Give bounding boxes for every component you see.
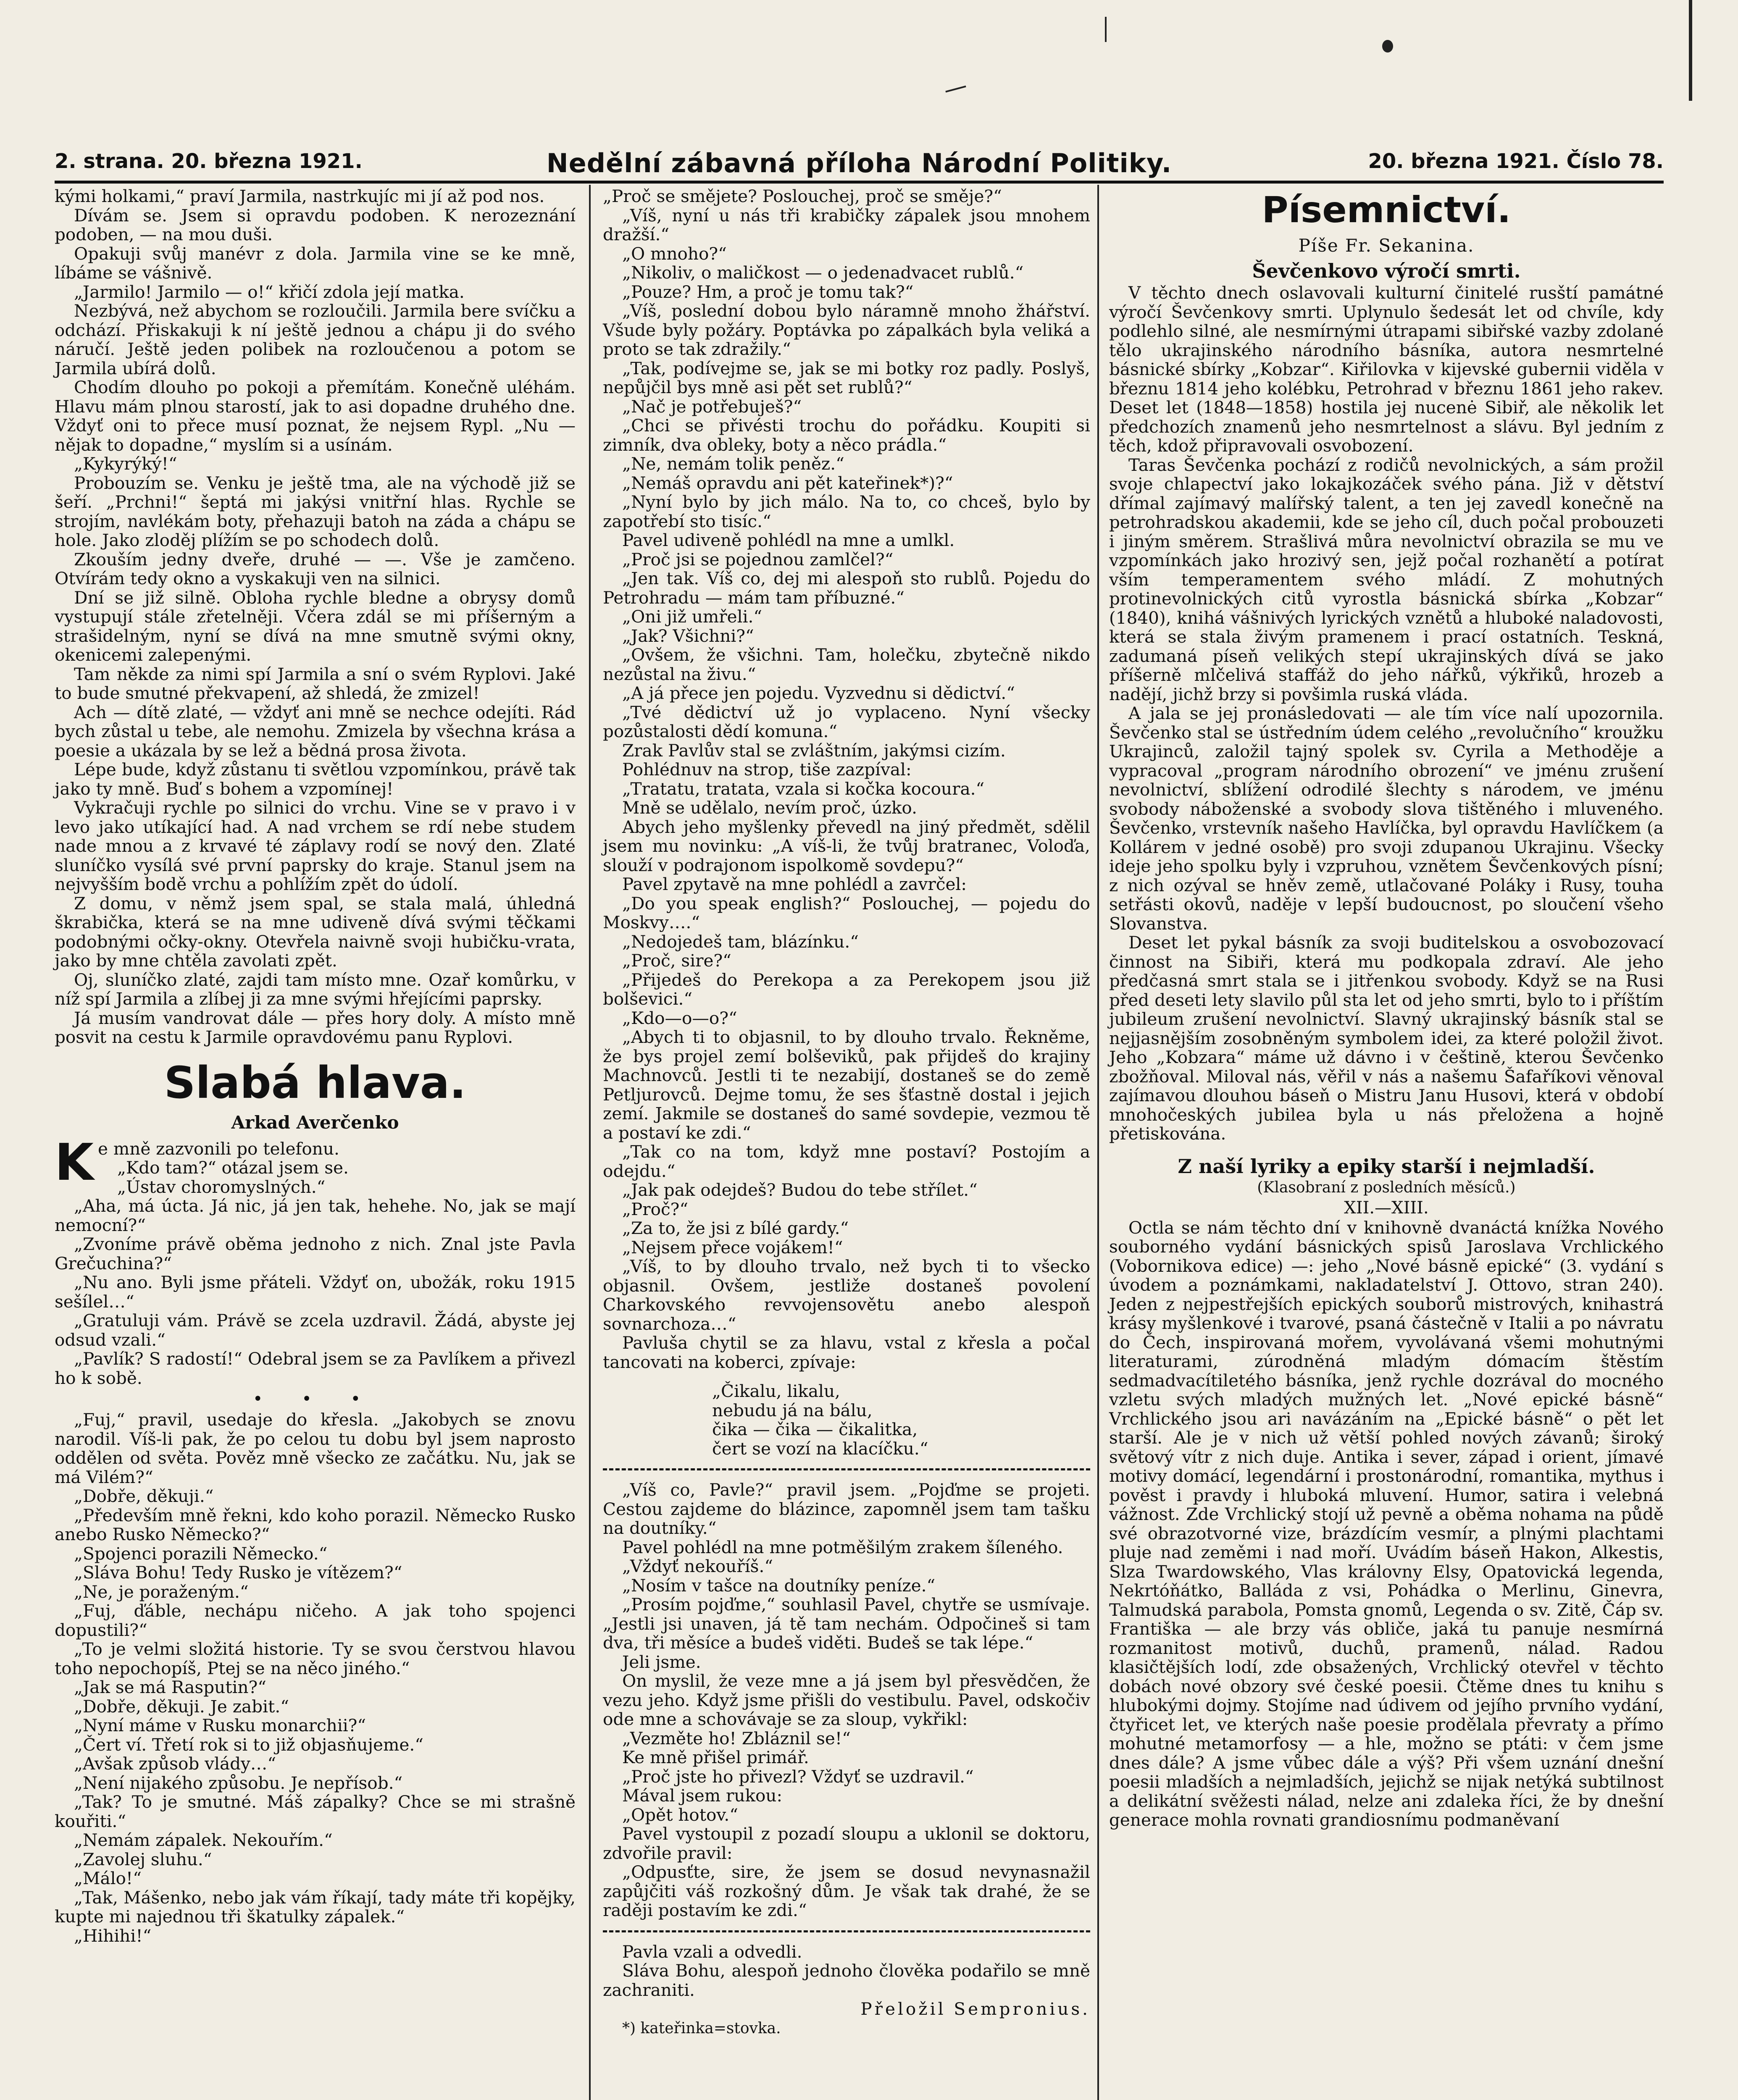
- paragraph: „Dobře, děkuji. Je zabit.“: [74, 1696, 289, 1717]
- section-byline: Píše Fr. Sekanina.: [1298, 235, 1475, 256]
- verse-line: čika — čika — čikalitka,: [712, 1419, 918, 1439]
- article-number: XII.—XIII.: [1344, 1198, 1429, 1218]
- paragraph: Zrak Pavlův stal se zvláštním, jakýmsi cizím.: [622, 740, 1006, 761]
- paragraph: „Nikoliv, o maličkost — o jedenadvacet rublů.“: [622, 262, 1024, 283]
- paragraph: „Proč jste ho přivezl? Vždyť se uzdravil.“: [622, 1766, 974, 1787]
- header-date-left: 2. strana. 20. března 1921.: [55, 150, 363, 173]
- footnote: *) kateřinka=stovka.: [622, 2019, 781, 2037]
- paragraph: „Nemám zápalek. Nekouřím.“: [74, 1830, 333, 1850]
- paragraph: „Tak, Mášenko, nebo jak vám říkají, tady máte tři kopějky, kupte mi najednou tři škatulky zápalek.“: [55, 1887, 576, 1927]
- paragraph: Oj, sluníčko zlaté, zajdi tam místo mne. Ozař komůrku, v níž spí Jarmila a zlíbej ji za mne svými hřejícími paprsky.: [55, 969, 576, 1009]
- column-1: [55, 187, 576, 1945]
- paragraph: „Nejsem přece vojákem!“: [622, 1237, 843, 1257]
- header-rule: [55, 181, 1664, 184]
- paragraph: „Kdo—o—o?“: [622, 1008, 737, 1028]
- paragraph: „Za to, že jsi z bílé gardy.“: [622, 1218, 849, 1238]
- translator-signature: Přeložil Sempronius.: [860, 1999, 1090, 2019]
- article-subtitle: (Klasobraní z posledních měsíců.): [1257, 1179, 1516, 1196]
- paragraph: „Avšak způsob vlády…“: [74, 1754, 276, 1774]
- paragraph: „Tratatu, tratata, vzala si kočka kocoura.“: [622, 778, 985, 799]
- paragraph: „Hihihi!“: [74, 1925, 152, 1946]
- paragraph: „Pavlík? S radostí!“ Odebral jsem se za Pavlíkem a přivezl ho k sobě.: [55, 1349, 576, 1388]
- verse-line: nebudu já na bálu,: [712, 1400, 873, 1420]
- paragraph: Dní se již silně. Obloha rychle bledne a obrysy domů vystupují stále zřetelněji. Včera zdál se mi příšerným a strašidelným, nyní se dívá na mne smutně svými okny, okenicemi zalepenými.: [55, 587, 576, 665]
- paragraph: On myslil, že veze mne a já jsem byl přesvědčen, že vezu jeho. Když jsme přišli do vestibulu. Pavel, odskočiv ode mne a schovávaje se za sloup, vykřikl:: [603, 1671, 1090, 1729]
- paragraph: Pavel vystoupil z pozadí sloupu a uklonil se doktoru, zdvořile pravil:: [603, 1824, 1090, 1863]
- paragraph: „Tvé dědictví už jo vyplaceno. Nyní všecky pozůstalosti dědí komuna.“: [603, 702, 1090, 741]
- paragraph: Deset let pykal básník za svoji buditelskou a osvobozovací činnost na Sibiři, která mu podkopala zdraví. Ale jeho předčasná smrt stala se i jitřenkou svobody. Když se na Rusi před deseti lety slavilo půl sta let od jeho smrti, bylo to i příštím jubileum zrušení nevolnictví. Slavný ukrajinský básník stal se nejjasnějším zosobněným symbolem idei, za které položil život. Jeho „Kobzara“ máme už dávno i v češtině, kterou Ševčenko zbožňoval. Miloval nás, věřil v nás a našemu Šafaříkovi věnoval zajímavou dlouhou báseň o Mistru Janu Husovi, která v období mnohočeských jubilea byla u nás přeložena a hojně přetiskována.: [1109, 932, 1664, 1144]
- paragraph: „Do you speak english?“ Poslouchej, — pojedu do Moskvy….“: [603, 893, 1090, 932]
- page-header: [55, 148, 1664, 181]
- section-separator: [603, 1468, 1090, 1470]
- paragraph: „Nyní máme v Rusku monarchii?“: [74, 1715, 366, 1735]
- paragraph: Pavel zpytavě na mne pohlédl a zavrčel:: [622, 874, 967, 894]
- paragraph: Vykračuji rychle po silnici do vrchu. Vine se v pravo i v levo jako utíkající had. A nad vrchem se rdí nebe studem nade mnou a z krvavé té záplavy rodí se nový den. Zlaté sluníčko vysílá své první paprsky do kraje. Stanul jsem na nejvyšším bodě vrchu a pohlížím zpět do údolí.: [55, 798, 576, 894]
- verse-line: čert se vozí na klacíčku.“: [712, 1438, 928, 1459]
- paragraph: Octla se nám těchto dní v knihovně dvanáctá knížka Nového souborného vydání básnických spisů Jaroslava Vrchlického (Vobornikova edice) —: jeho „Nové básně epické“ (3. vydání s úvodem a poznámkami, nakladatelství J. Ottovo, stran 240). Jeden z nejpestřejších epických souborů mistrových, knihastrá krásy myšlenkové i tvarové, psaná částečně v Italii a po návratu do Čech, inspirovaná mořem, vyvolávaná všemi mohutnými literaturami, zúrodněná mladým dómacím štěstím sedmadvacítiletého básníka, jenž rychle dozrával do mocného vzletu svých mladých mužných let. „Nové epické básně“ Vrchlického jsou ari navázáním na „Epické básně“ o pět let starší. Ale je v nich už větší pohled nových závanů; široký světový vítr z nich duje. Antika i sever, západ i orient, jímavé motivy domácí, legendární i prostonárodní, romantika, mythus i pověst i pravdy i hluboká mluvení. Humor, satira i velebná vážnost. Zde Vrchlický stojí už pevně a oběma nohama na půdě své obrazotvorné vize, brázdícím vesmír, a plnými plachtami pluje nad zeměmi i nad moří. Uvádím báseň Hakon, Alkestis, Slza Twardowského, Vlas královny Elsy, Opatovická legenda, Nekrtóňátko, Balláda z vsi, Pohádka o Merlinu, Ginevra, Talmudská parabola, Pomsta gnomů, Legenda o sv. Zitě, Čáp sv. Františka — ale brzy vás obliče, jaká tu panuje nesmírná rozmanitost motivů, duchů, pramenů, nálad. Radou klasičtějších lodí, zde obsažených, Vrchlický otevřel v těchto dobách nové obzory své české poesii. Čtěme dnes tu knihu s hlubokými dojmy. Stojíme nad údivem od jejího prvního vydání, čtyřicet let, ve kterých naše poesie prodělala převraty a přímo mohutné metamorfosy — a hle, možno se ptáti: v čem jsme dnes dále? A jsme vůbec dále a výš? Při všem uznání dnešní poesii mladších a nejmladších, jejichž se nijak netýká subtilnost a delikátní svěžesti nálad, nelze ani zdaleka říci, že by dnešní generace mohla rovnati grandiosnímu podmaněvaní: [1109, 1217, 1664, 1830]
- paragraph: Pavluša chytil se za hlavu, vstal z křesla a počal tancovati na koberci, zpívaje:: [603, 1333, 1090, 1372]
- paragraph-text: e mně zazvonili po telefonu.: [98, 1138, 339, 1159]
- paragraph: „Především mně řekni, kdo koho porazil. Německo Rusko anebo Rusko Německo?“: [55, 1505, 576, 1544]
- article-title: Ševčenkovo výročí smrti.: [1252, 260, 1521, 282]
- section-dots: • • •: [252, 1389, 378, 1409]
- paragraph: „A já přece jen pojedu. Vyzvednu si dědictví.“: [622, 683, 1015, 703]
- paragraph: „Nemáš opravdu ani pět kateřinek*)?“: [622, 472, 953, 493]
- paragraph: „O mnoho?“: [622, 243, 727, 264]
- drop-cap: K: [55, 1133, 94, 1192]
- paragraph: „Tak? To je smutné. Máš zápalky? Chce se mi strašně kouřiti.“: [55, 1792, 576, 1831]
- paragraph: „Jen tak. Víš co, dej mi alespoň sto rublů. Pojedu do Petrohradu — mám tam příbuzné.“: [603, 568, 1090, 608]
- paragraph: „Prosím pojďme,“ souhlasil Pavel, chytře se usmívaje. „Jestli jsi unaven, já tě tam nechám. Odpočineš si tam dva, tři měsíce a budeš viděti. Budeš se tak lépe.“: [603, 1594, 1090, 1653]
- paragraph: Z domu, v němž jsem spal, se stala malá, úhledná škrabička, která se na mne udiveně dívá svými těčkami podobnými očky-okny. Otevřela naivně svoji hubičku-vrata, jako by mne chtěla zavolati zpět.: [55, 893, 576, 971]
- paragraph: Mně se udělalo, nevím proč, úzko.: [622, 798, 917, 818]
- paragraph: Zkouším jedny dveře, druhé — —. Vše je zamčeno. Otvírám tedy okno a vyskakuji ven na silnici.: [55, 549, 576, 588]
- story-author: Arkad Averčenko: [231, 1112, 399, 1133]
- paragraph: Pavel pohlédl na mne potměšilým zrakem šíleného.: [622, 1537, 1063, 1557]
- paragraph: „Přijedeš do Perekopa a za Perekopem jsou již bolševici.“: [603, 969, 1090, 1009]
- section-separator: [603, 1930, 1090, 1932]
- paragraph: „Gratuluji vám. Právě se zcela uzdravil. Žádá, abyste jej odsud vzali.“: [55, 1310, 576, 1350]
- verse-line: „Čikalu, likalu,: [712, 1381, 840, 1401]
- paragraph: „Nu ano. Byli jsme přáteli. Vždyť on, ubožák, roku 1915 sešílel…“: [55, 1272, 576, 1312]
- paragraph: „Víš co, Pavle?“ pravil jsem. „Pojďme se projeti. Cestou zajdeme do blázince, zapomněl jsem tam tašku na doutníky.“: [603, 1480, 1090, 1538]
- paragraph: Jeli jsme.: [622, 1651, 701, 1672]
- paragraph: „Proč jsi se pojednou zamlčel?“: [622, 549, 894, 570]
- paragraph: „Nač je potřebuješ?“: [622, 396, 802, 417]
- print-specks: [1105, 17, 1107, 42]
- paragraph: „Jak? Všichni?“: [622, 625, 754, 646]
- paragraph: Ach — dítě zlaté, — vždyť ani mně se nechce odejíti. Rád bych zůstal u tebe, ale nemohu. Zmizela by všechna krása a poesie a ukázala by se lež a bědná prosa života.: [55, 702, 576, 761]
- paragraph: „Víš, to by dlouho trvalo, než bych ti to všecko objasnil. Ovšem, jestliže dostaneš povolení Charkovského revvojensovětu anebo alespoň sovnarchoza…“: [603, 1256, 1090, 1334]
- paragraph: „Není nijakého způsobu. Je nepřísob.“: [74, 1772, 403, 1793]
- paragraph: „Odpusťte, sire, že jsem se dosud nevynasnažil zapůjčiti váš rozkošný dům. Je však tak drahé, že se raději postavím ke zdi.“: [603, 1862, 1090, 1920]
- paragraph: „Kdo tam?“ otázal jsem se.: [117, 1158, 349, 1178]
- paragraph: „Ne, je poraženým.“: [74, 1581, 249, 1602]
- paragraph: Abych jeho myšlenky převedl na jiný předmět, sdělil jsem mu novinku: „A víš-li, že tvůj bratranec, Voloďa, slouží v podrajonom ispolkomě sovdepu?“: [603, 816, 1090, 875]
- paragraph: kými holkami,“ praví Jarmila, nastrkujíc mi jí až pod nos.: [55, 186, 545, 206]
- paragraph: „Nyní bylo by jich málo. Na to, co chceš, bylo by zapotřebí sto tisíc.“: [603, 492, 1090, 531]
- paragraph: „Spojenci porazili Německo.“: [74, 1543, 328, 1564]
- paragraph: Pavla vzali a odvedli.: [622, 1941, 802, 1962]
- paragraph: „Proč?“: [622, 1199, 689, 1219]
- paragraph: Ke mně přišel primář.: [622, 1747, 809, 1767]
- paragraph: Pavel udiveně pohlédl na mne a umlkl.: [622, 530, 955, 550]
- paragraph: „To je velmi složitá historie. Ty se svou čerstvou hlavou toho nepochopíš, Ptej se na něco jiného.“: [55, 1639, 576, 1678]
- paragraph: Pohlédnuv na strop, tiše zazpíval:: [622, 759, 912, 780]
- song-verse: [603, 1382, 1090, 1458]
- paragraph: „Opět hotov.“: [622, 1804, 739, 1825]
- paragraph: „Chci se přivésti trochu do pořádku. Koupiti si zimník, dva obleky, boty a něco prádla.“: [603, 415, 1090, 455]
- paragraph: Dívám se. Jsem si opravdu podoben. K nerozeznání podoben, — na mou duši.: [55, 205, 576, 244]
- paragraph: „Nedojedeš tam, blázínku.“: [622, 931, 859, 952]
- paragraph: „Sláva Bohu! Tedy Rusko je vítězem?“: [74, 1562, 402, 1583]
- paragraph: „Proč, sire?“: [622, 950, 731, 971]
- paragraph: „Jak pak odejdeš? Budou do tebe střílet.“: [622, 1180, 978, 1200]
- paragraph: „Vezměte ho! Zbláznil se!“: [622, 1728, 851, 1748]
- paragraph: „Oni již umřeli.“: [622, 606, 763, 627]
- print-specks: [1382, 40, 1393, 52]
- paragraph: Probouzím se. Venku je ještě tma, ale na východě již se šeří. „Prchni!“ šeptá mi jakýsi vnitřní hlas. Rychle se strojím, navlékám boty, přehazuji batoh na záda a chápu se hole. Jako zloděj plížím se po schodech dolů.: [55, 472, 576, 550]
- paragraph: Taras Ševčenka pochází z rodičů nevolnických, a sám prožil svoje chlapectví jako lokajkozáček svého pána. Již v dětství dřímal zajímavý malířský talent, a ten jej zavedl konečně na petrohradskou akademii, kde se jeho cíl, duch počal probouzeti i jiným směrem. Strašlivá můra nevolnictví obrazila se mu ve vzpomínkách jako hrozivý sen, jejž počal rozhanětí a potírat vším temperamentem svého mládí. Z mohutných protinevolnických citů vyrostla básnická sbírka „Kobzar“ (1840), knihá vášnivých lyrických vznětů a hluboké naladovosti, která se stala živým pramenem i prací ostatních. Teskná, zadumaná píseň velikých stepí ukrajinských dívá se jako příšerně mlčelivá staffáž do jeho nářků, výkřiků, hrozeb a nadějí, jichž brzy si povšimla ruská vláda.: [1109, 454, 1664, 704]
- header-date-right: 20. března 1921. Číslo 78.: [1368, 150, 1664, 173]
- paragraph: „Dobře, děkuji.“: [74, 1486, 214, 1506]
- column-2: [603, 187, 1090, 2038]
- paragraph: „Tak co na tom, když mne postaví? Postojím a odejdu.“: [603, 1142, 1090, 1181]
- paragraph: „Pouze? Hm, a proč je tomu tak?“: [622, 281, 914, 302]
- paragraph: Lépe bude, když zůstanu ti světlou vzpomínkou, právě tak jako ty mně. Buď s bohem a vzpomínej!: [55, 759, 576, 799]
- paragraph: Chodím dlouho po pokoji a přemítám. Konečně uléhám. Hlavu mám plnou starostí, jak to asi dopadne druhého dne. Vždyť oni to přece musí poznat, že nejsem Rypl. „Nu — nějak to dopadne,“ myslím si a usínám.: [55, 377, 576, 455]
- paragraph: „Ovšem, že všichni. Tam, holečku, zbytečně nikdo nezůstal na živu.“: [603, 645, 1090, 684]
- paragraph: Opakuji svůj manévr z dola. Jarmila vine se ke mně, líbáme se vášnivě.: [55, 243, 576, 283]
- paragraph: „Aha, má úcta. Já nic, já jen tak, hehehe. No, jak se mají nemocní?“: [55, 1196, 576, 1235]
- paragraph: „Abych ti to objasnil, to by dlouho trvalo. Řekněme, že bys projel zemí bolševiků, pak přijdeš do krajiny Machnovců. Jestli ti te nezabijí, dostaneš se do země Petljurovců. Dejme tomu, že ses šťastně dostal i jejich zemí. Jakmile se dostaneš do samé sovdepie, vezmou tě a postaví ke zdi.“: [603, 1027, 1090, 1143]
- paragraph: „Jarmilo! Jarmilo — o!“ křičí zdola její matka.: [74, 281, 465, 302]
- paragraph: „Zvoníme právě oběma jednoho z nich. Znal jste Pavla Grečuchina?“: [55, 1234, 576, 1273]
- paragraph: „Málo!“: [74, 1868, 142, 1888]
- article-title: Z naší lyriky a epiky starší i nejmladší.: [1178, 1155, 1595, 1178]
- print-specks: [1689, 0, 1692, 101]
- paragraph: „Zavolej sluhu.“: [74, 1849, 212, 1869]
- paragraph: „Ústav choromyslných.“: [117, 1176, 326, 1197]
- paragraph: „Vždyť nekouříš.“: [622, 1556, 773, 1576]
- paragraph: V těchto dnech oslavovali kulturní činitelé rusští památné výročí Ševčenkovy smrti. Uplynulo šedesát let od chvíle, kdy podlehlo silné, ale nesmírnými útrapami sibiřské vazby zdolané tělo ukrajinského národního básníka, autora nesmrtelné básnické sbírky „Kobzar“. Kiřilovka v kijevské gubernii viděla v březnu 1814 jeho kolébku, Petrohrad v březnu 1861 jeho rakev. Deset let (1848—1858) hostila jej nucenė Sibiř, ale několik let předchozích znamenů jeho nesmrtelnost a slávu. Byl jedním z těch, kdož připravovali osvobození.: [1109, 283, 1664, 456]
- column-divider: [1097, 185, 1099, 2100]
- paragraph: „Proč se smějete? Poslouchej, proč se směje?“: [603, 186, 1002, 206]
- print-specks: [945, 86, 966, 93]
- paragraph: „Nosím v tašce na doutníky peníze.“: [622, 1575, 936, 1596]
- section-title: Písemnictví.: [1262, 189, 1511, 231]
- paragraph: „Tak, podívejme se, jak se mi botky roz padly. Poslyš, nepůjčil bys mně asi pět set rublů?“: [603, 358, 1090, 397]
- paragraph: Já musím vandrovat dále — přes hory doly. A místo mně posvit na cestu k Jarmile opravdovému panu Ryplovi.: [55, 1008, 576, 1047]
- paragraph: „Fuj,“ pravil, usedaje do křesla. „Jakobych se znovu narodil. Víš-li pak, že po celou tu dobu byl jsem naprosto oddělen od světa. Pověz mně všecko ze začátku. Nu, jak se má Vilém?“: [55, 1410, 576, 1487]
- paragraph: Mával jsem rukou:: [622, 1785, 783, 1806]
- paragraph: Tam někde za nimi spí Jarmila a sní o svém Ryplovi. Jaké to bude smutné překvapení, až shledá, že zmizel!: [55, 664, 576, 703]
- paragraph: „Fuj, ďáble, nechápu ničeho. A jak toho spojenci dopustili?“: [55, 1601, 576, 1640]
- header-supplement-title: Nedělní zábavná příloha Národní Politiky.: [546, 148, 1172, 178]
- paragraph: „Jak se má Rasputin?“: [74, 1677, 266, 1697]
- paragraph: „Kykyrýký!“: [74, 454, 177, 474]
- paragraph: „Víš, nyní u nás tři krabičky zápalek jsou mnohem dražší.“: [603, 205, 1090, 244]
- column-3: [1109, 187, 1664, 1830]
- paragraph: Sláva Bohu, alespoň jednoho člověka podařilo se mně zachraniti.: [603, 1961, 1090, 2000]
- column-divider: [589, 185, 591, 2100]
- paragraph: „Víš, poslední dobou bylo náramně mnoho žhářství. Všude byly požáry. Poptávka po zápalkách byla veliká a proto se tak zdražily.“: [603, 301, 1090, 359]
- story-title: Slabá hlava.: [164, 1057, 466, 1108]
- paragraph: A jala se jej pronásledovati — ale tím více nalí upozornila. Ševčenko stal se ústředním údem celého „revolučního“ kroužku Ukrajinců, založil tajný spolek sv. Cyrila a Methoděje a vypracoval „program národního obrození“ ve jménu zrušení nevolnictví, sblížení odrodilé šlechty s národem, ve jménu svobody náboženské a svobody slova tištěného i mluveného. Ševčenko, vrstevník našeho Havlíčka, byl opravdu Havlíčkem (a Kollárem v jedné osobě) pro svoji zdupanou Ukrajinu. Všecky ideje jeho spolku byly i vzpruhou, vznětem Ševčenkových písní; z nich ozýval se hněv země, utlačované Poláky i Rusy, touha setřásti okovů, naděje v lepší budoucnost, po sloučení všeho Slovanstva.: [1109, 703, 1664, 934]
- paragraph: Nezbývá, než abychom se rozloučili. Jarmila bere svíčku a odchází. Přiskakuji k ní ještě jednou a chápu ji do svého náručí. Ještě jeden polibek na rozloučenou a potom se Jarmila ubírá dolů.: [55, 301, 576, 378]
- paragraph: „Ne, nemám tolik peněz.“: [622, 454, 844, 474]
- paragraph: „Čert ví. Třetí rok si to již objasňujeme.“: [74, 1734, 423, 1755]
